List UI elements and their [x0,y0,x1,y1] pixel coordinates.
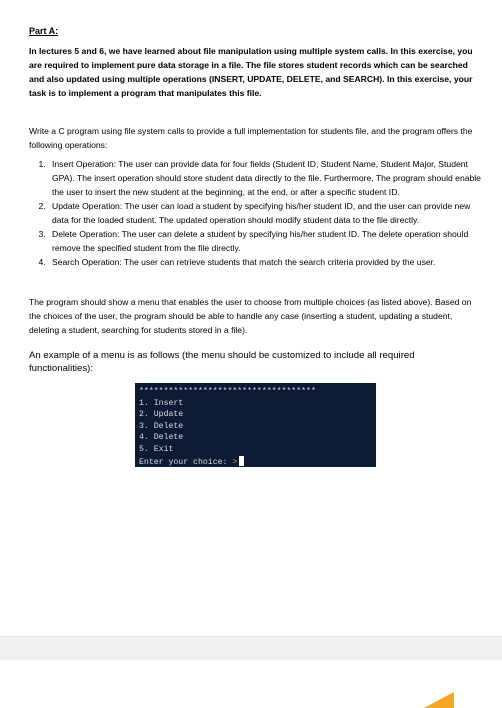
operation-search: 4. Search Operation: The user can retrieve students that match the search criteria provided by the user. [48,255,481,269]
intro-paragraph: In lectures 5 and 6, we have learned about file manipulation using multiple system calls. In this exercise, you are required to implement pure data storage in a file. The file stores student records which can be searched and also updated using multiple operations (INSERT, UPDATE, DELETE, and SEARCH). In this exercise, your task is to implement a program that manipulates this file. [29,46,473,98]
cursor-icon [239,456,244,466]
prompt-arrow-icon: > [232,457,238,467]
operation-insert: 1. Insert Operation: The user can provide data for four fields (Student ID, Student Name, Student Major, Student GPA). The insert operation should store student data directly to the file. Furthermore, The program should enable the user to insert the new student at the beginning, at the end, or after a specific student ID. [48,157,481,199]
document-content [29,24,481,467]
terminal-line-1: 1. Insert [139,398,184,408]
example-paragraph: An example of a menu is as follows (the menu should be customized to include all required functionalities): [29,350,415,374]
terminal-menu [135,383,376,467]
terminal-stars: ************************************ [139,387,316,396]
page-gap [0,636,502,661]
terminal-line-5: 5. Exit [139,444,174,454]
terminal-line-2: 2. Update [139,410,184,420]
page-footer [0,660,502,708]
operation-delete: 3. Delete Operation: The user can delete a student by specifying his/her student ID. The delete operation should remove the specified student from the file directly. [48,227,481,255]
operations-list [29,157,481,269]
terminal-prompt: Enter your choice: [139,457,233,467]
terminal-prompt-line [139,456,376,469]
terminal-line-3: 3. Delete [139,421,184,431]
part-title: Part A: [29,26,59,36]
terminal-line-4: 4. Delete [139,433,184,443]
write-paragraph: Write a C program using file system calls to provide a full implementation for students file, and the program offers the following operations: [29,126,473,150]
menu-paragraph: The program should show a menu that enables the user to choose from multiple choices (as listed above). Based on the choices of the user, the program should be able to handle any case (inserting a student, updating a student, deleting a student, searching for students stored in a file). [29,297,472,335]
orange-corner-shape [424,692,454,708]
operation-update: 2. Update Operation: The user can load a student by specifying his/her student ID, and the user can provide new data for the loaded student. The updated operation should modify student data to the file directly. [48,199,481,227]
